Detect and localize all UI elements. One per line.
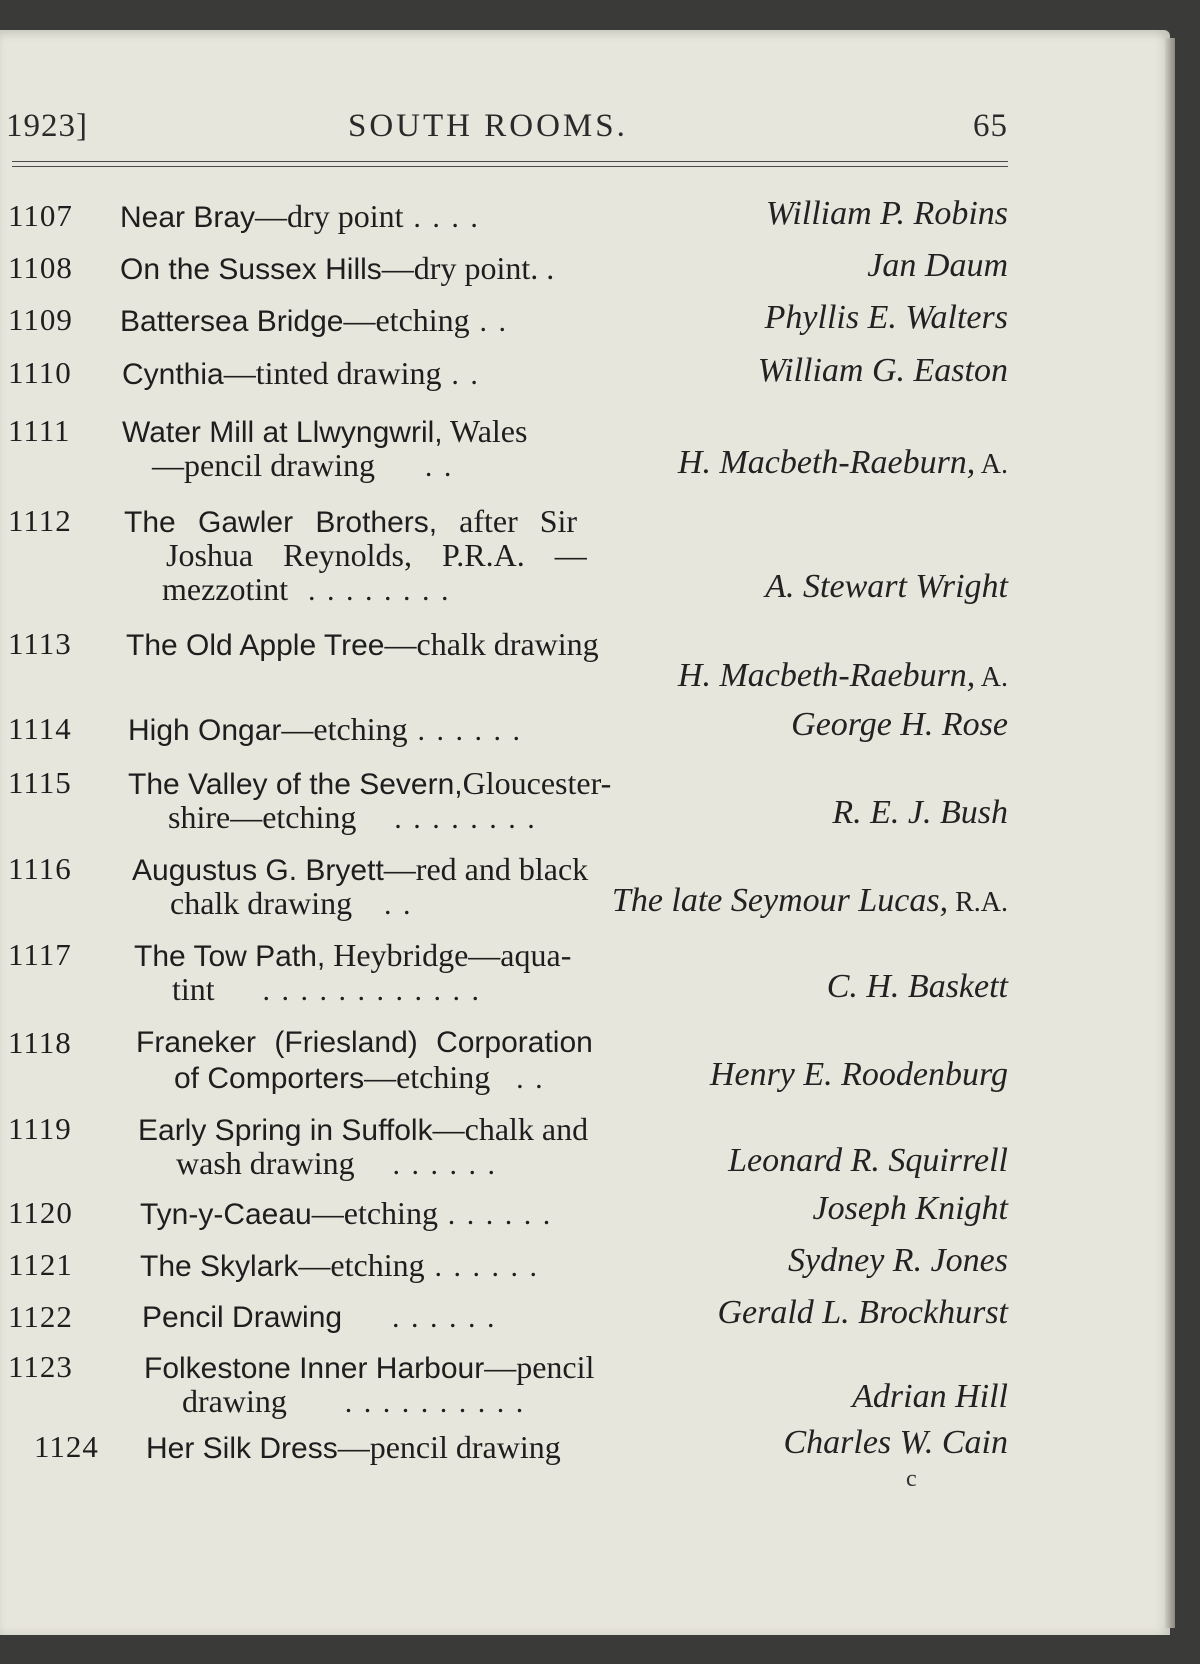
entry-artist: Jan Daum [867,247,1008,284]
entry-artist: Leonard R. Squirrell [728,1142,1008,1179]
page-title: SOUTH ROOMS. [348,108,628,144]
dot-leader: . . . . . . [392,1148,497,1181]
entry-title-rest: Heybridge—aqua- [325,937,572,973]
header-year: 1923] [6,108,88,144]
entry-number: 1117 [8,937,72,972]
entry-title: Water Mill at Llwyngwril, [122,416,443,449]
entry-title: The Gawler Brothers, [124,506,438,539]
entry-medium: —etching [311,1195,438,1231]
entry-medium: —dry point. . [381,250,555,286]
dot-leader: . . [424,450,454,483]
dot-leader: . . [516,1062,545,1095]
entry-number: 1113 [8,626,72,661]
entry-artist: R. E. J. Bush [832,794,1008,831]
entry-title: Augustus G. Bryett [132,854,384,887]
entry-number: 1116 [8,851,72,886]
entry-medium: tint [172,971,215,1007]
entry-number: 1118 [8,1025,72,1060]
page-edge [1165,38,1175,1628]
entry-artist: George H. Rose [791,706,1008,743]
entry-number: 1110 [8,355,72,390]
entry-number: 1115 [8,765,72,800]
entry-title: Near Bray [120,201,256,234]
entry-medium: —dry point [255,198,404,234]
entry-title: Early Spring in Suffolk [138,1114,433,1147]
entry-artist: H. Macbeth-Raeburn, A. [677,444,1008,481]
header-rule-top [12,161,1008,162]
entry-title-continued: Joshua Reynolds, P.R.A. — [166,537,587,573]
entry-title-rest: after Sir [437,503,578,539]
dot-leader: . . [451,358,480,391]
entry-artist: A. Stewart Wright [765,568,1008,605]
entry-medium: —pencil drawing [152,447,376,483]
dot-leader: . . . . . . [391,1301,497,1334]
entry-title: The Valley of the Severn, [128,768,463,801]
entry-number: 1121 [8,1247,73,1282]
dot-leader: . . [384,888,413,921]
entry-number: 1107 [8,198,73,233]
entry-title: High Ongar [128,714,282,747]
entry-number: 1119 [8,1111,72,1146]
entry-medium: shire—etching [168,799,357,835]
entry-title: Pencil Drawing [142,1301,343,1334]
dot-leader: . . . . . . [417,714,522,747]
dot-leader: . . . . . . . . . . [344,1386,526,1419]
dot-leader: . . [479,305,509,338]
entry-artist: William P. Robins [765,195,1008,232]
entry-medium: —chalk and [432,1111,589,1147]
entry-number: 1120 [8,1195,73,1230]
dot-leader: . . . . . . [434,1250,539,1283]
entry-artist: H. Macbeth-Raeburn, A. [677,657,1008,694]
entry-title-continued: drawing [182,1383,287,1419]
dot-leader: . . . . . . [447,1198,553,1231]
entry-title-rest: Wales [442,413,528,449]
entry-title: The Skylark [140,1250,299,1283]
dot-leader: . . . . . . . . . . . . [262,974,482,1007]
entry-title-continued: of Comporters [174,1062,365,1095]
entry-title: The Old Apple Tree [126,629,385,662]
entry-title: Tyn-y-Caeau [140,1198,312,1231]
dot-leader: . . . . . . . . [394,802,537,835]
entry-title: Her Silk Dress [146,1432,338,1465]
entry-title-rest: Gloucester- [462,765,612,801]
entry-medium: —tinted drawing [223,355,442,391]
page-number: 65 [973,108,1008,144]
entry-artist: Henry E. Roodenburg [709,1056,1008,1093]
entry-artist: William G. Easton [757,352,1008,389]
entry-number: 1111 [8,413,71,448]
entry-artist: Phyllis E. Walters [764,299,1008,336]
entry-artist: Adrian Hill [852,1378,1008,1415]
entry-medium: —chalk drawing [384,626,599,662]
entry-number: 1108 [8,250,73,285]
dot-leader: . . . . [413,201,480,234]
entry-artist: C. H. Baskett [826,968,1008,1005]
entry-artist: Sydney R. Jones [788,1242,1008,1279]
signature-mark: c [906,1466,917,1492]
entry-title: Battersea Bridge [120,305,344,338]
entry-title: The Tow Path, [134,940,326,973]
dot-leader: . . . . . . . . [308,574,451,607]
entry-number: 1114 [8,711,72,746]
header-rule-bottom [12,166,1008,167]
entry-medium: —red and black [383,851,589,887]
entry-medium: —etching [364,1059,491,1095]
entry-medium: —pencil drawing [337,1429,561,1465]
entry-number: 1112 [8,503,72,538]
entry-medium: —pencil [484,1349,595,1385]
entry-number: 1123 [8,1349,73,1384]
entry-number: 1109 [8,302,73,337]
entry-medium: —etching [298,1247,425,1283]
entry-number: 1122 [8,1299,73,1334]
entry-title-continued: chalk drawing [170,885,353,921]
entry-title: Franeker (Friesland) Corporation [136,1026,593,1059]
entry-medium: mezzotint [162,571,289,607]
entry-medium: —etching [281,711,408,747]
entry-number: 1124 [34,1429,99,1464]
entry-title-continued: wash drawing [176,1145,355,1181]
entry-artist: The late Seymour Lucas, R.A. [611,882,1008,919]
entry-title: Cynthia [122,358,224,391]
entry-artist: Gerald L. Brockhurst [717,1294,1008,1331]
running-header [6,108,1008,148]
entry-medium: —etching [343,302,470,338]
entry-artist: Joseph Knight [812,1190,1008,1227]
entry-title: Folkestone Inner Harbour [144,1352,485,1385]
entry-artist: Charles W. Cain [783,1424,1008,1461]
entry-title: On the Sussex Hills [120,253,382,286]
